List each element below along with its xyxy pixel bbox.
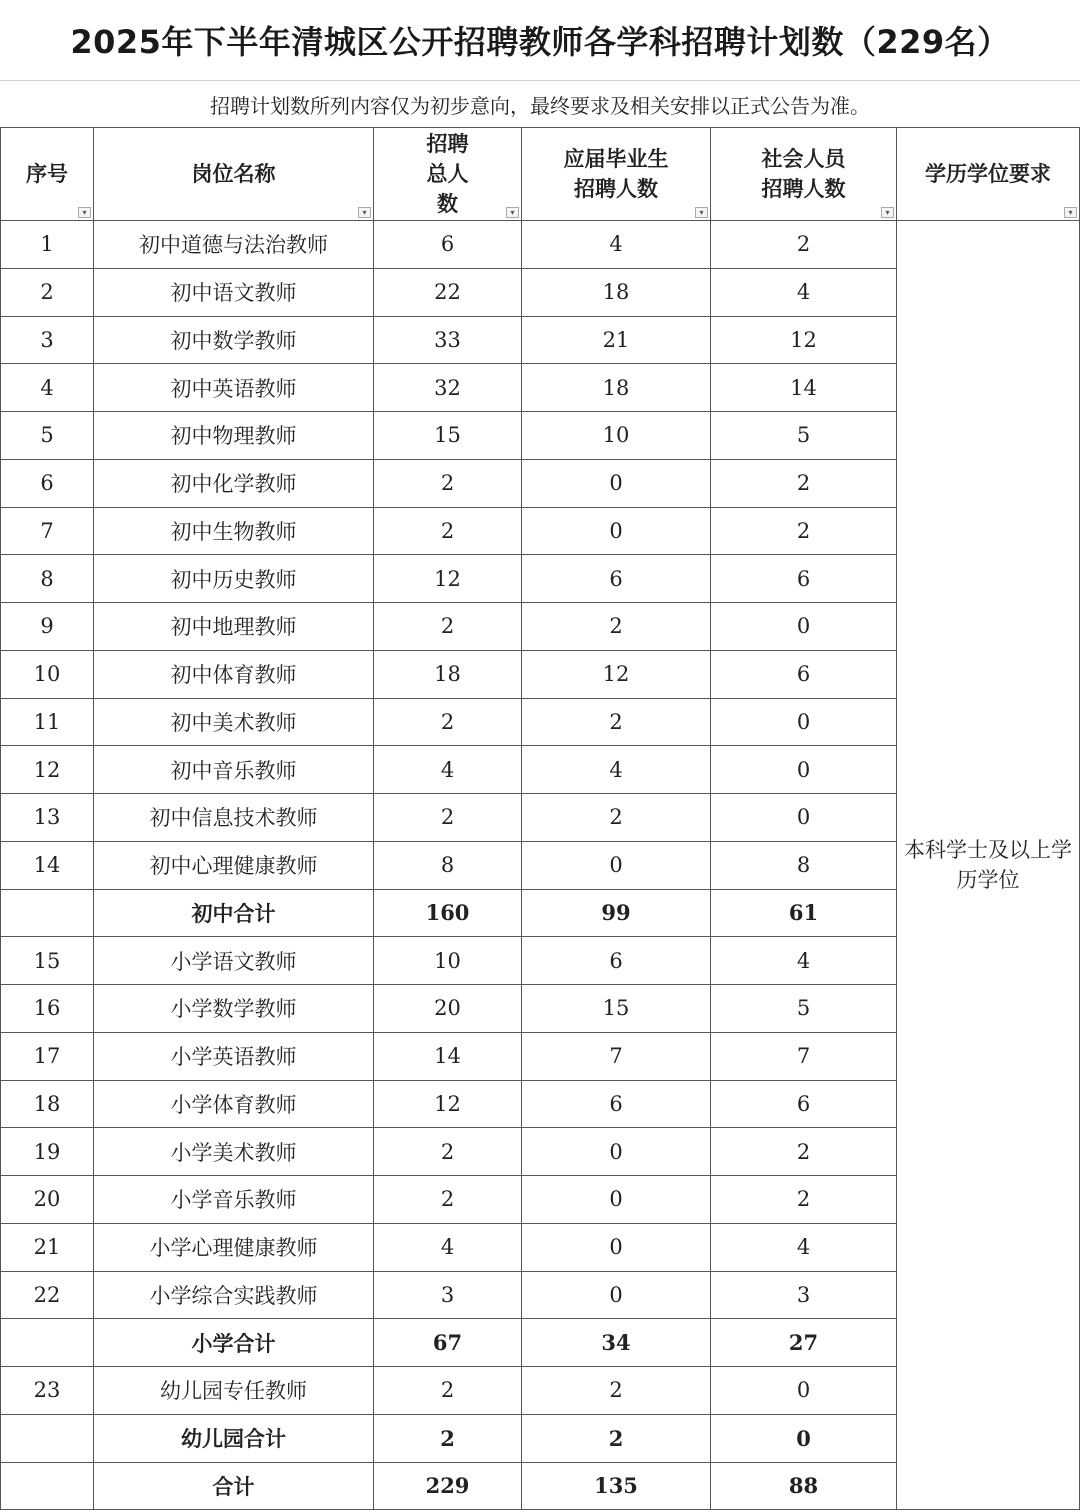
cell-no: 18 — [1, 1080, 94, 1128]
cell-no: 11 — [1, 698, 94, 746]
cell-total: 2 — [374, 1414, 522, 1462]
cell-graduates: 99 — [522, 889, 711, 937]
cell-no: 3 — [1, 316, 94, 364]
recruitment-table — [0, 127, 1080, 1510]
cell-no: 1 — [1, 221, 94, 269]
cell-graduates: 7 — [522, 1032, 711, 1080]
filter-dropdown-icon[interactable]: ▾ — [506, 207, 519, 218]
cell-social: 6 — [711, 1080, 897, 1128]
cell-graduates: 2 — [522, 603, 711, 651]
cell-no: 6 — [1, 459, 94, 507]
cell-social: 2 — [711, 1128, 897, 1176]
cell-total: 229 — [374, 1462, 522, 1510]
cell-no: 15 — [1, 937, 94, 985]
cell-graduates: 0 — [522, 1176, 711, 1224]
cell-no — [1, 1462, 94, 1510]
cell-position: 小学语文教师 — [94, 937, 374, 985]
cell-social: 4 — [711, 937, 897, 985]
cell-no: 4 — [1, 364, 94, 412]
cell-total: 12 — [374, 1080, 522, 1128]
cell-total: 160 — [374, 889, 522, 937]
cell-graduates: 0 — [522, 1128, 711, 1176]
cell-social: 14 — [711, 364, 897, 412]
cell-total: 2 — [374, 603, 522, 651]
cell-social: 88 — [711, 1462, 897, 1510]
cell-social: 4 — [711, 268, 897, 316]
table-row — [1, 221, 1080, 269]
header-position: 岗位名称 ▾ — [94, 128, 374, 221]
cell-social: 6 — [711, 555, 897, 603]
cell-total: 15 — [374, 412, 522, 460]
cell-position: 初中物理教师 — [94, 412, 374, 460]
cell-graduates: 0 — [522, 459, 711, 507]
header-no: 序号 ▾ — [1, 128, 94, 221]
cell-graduates: 4 — [522, 746, 711, 794]
cell-graduates: 6 — [522, 937, 711, 985]
cell-graduates: 18 — [522, 364, 711, 412]
cell-position: 小学音乐教师 — [94, 1176, 374, 1224]
cell-total: 22 — [374, 268, 522, 316]
cell-no: 23 — [1, 1367, 94, 1415]
cell-total: 8 — [374, 841, 522, 889]
cell-graduates: 18 — [522, 268, 711, 316]
cell-total: 14 — [374, 1032, 522, 1080]
cell-no — [1, 1414, 94, 1462]
cell-social: 12 — [711, 316, 897, 364]
cell-total: 4 — [374, 1223, 522, 1271]
cell-graduates: 15 — [522, 985, 711, 1033]
cell-graduates: 10 — [522, 412, 711, 460]
cell-graduates: 34 — [522, 1319, 711, 1367]
cell-graduates: 4 — [522, 221, 711, 269]
cell-no: 21 — [1, 1223, 94, 1271]
cell-position: 初中音乐教师 — [94, 746, 374, 794]
cell-total: 4 — [374, 746, 522, 794]
cell-position: 合计 — [94, 1462, 374, 1510]
cell-no: 19 — [1, 1128, 94, 1176]
cell-position: 小学综合实践教师 — [94, 1271, 374, 1319]
cell-total: 20 — [374, 985, 522, 1033]
cell-total: 2 — [374, 794, 522, 842]
cell-social: 27 — [711, 1319, 897, 1367]
cell-position: 幼儿园专任教师 — [94, 1367, 374, 1415]
cell-position: 初中体育教师 — [94, 650, 374, 698]
cell-social: 0 — [711, 1414, 897, 1462]
cell-total: 2 — [374, 459, 522, 507]
cell-graduates: 0 — [522, 507, 711, 555]
cell-no — [1, 1319, 94, 1367]
cell-graduates: 2 — [522, 698, 711, 746]
cell-social: 0 — [711, 1367, 897, 1415]
cell-social: 0 — [711, 794, 897, 842]
cell-no: 13 — [1, 794, 94, 842]
cell-graduates: 2 — [522, 794, 711, 842]
cell-position: 小学合计 — [94, 1319, 374, 1367]
cell-graduates: 12 — [522, 650, 711, 698]
header-social: 社会人员招聘人数 ▾ — [711, 128, 897, 221]
filter-dropdown-icon[interactable]: ▾ — [78, 207, 91, 218]
cell-no: 12 — [1, 746, 94, 794]
cell-position: 初中化学教师 — [94, 459, 374, 507]
header-total: 招聘总人数 ▾ — [374, 128, 522, 221]
cell-social: 61 — [711, 889, 897, 937]
header-graduates: 应届毕业生招聘人数 ▾ — [522, 128, 711, 221]
cell-social: 2 — [711, 459, 897, 507]
filter-dropdown-icon[interactable]: ▾ — [881, 207, 894, 218]
cell-graduates: 21 — [522, 316, 711, 364]
cell-social: 3 — [711, 1271, 897, 1319]
cell-graduates: 2 — [522, 1367, 711, 1415]
cell-no: 9 — [1, 603, 94, 651]
cell-graduates: 6 — [522, 555, 711, 603]
cell-no: 5 — [1, 412, 94, 460]
cell-total: 67 — [374, 1319, 522, 1367]
cell-total: 2 — [374, 1176, 522, 1224]
cell-total: 32 — [374, 364, 522, 412]
cell-position: 小学美术教师 — [94, 1128, 374, 1176]
filter-dropdown-icon[interactable]: ▾ — [1064, 207, 1077, 218]
cell-social: 4 — [711, 1223, 897, 1271]
cell-position: 初中地理教师 — [94, 603, 374, 651]
filter-dropdown-icon[interactable]: ▾ — [695, 207, 708, 218]
cell-social: 6 — [711, 650, 897, 698]
cell-position: 初中合计 — [94, 889, 374, 937]
filter-dropdown-icon[interactable]: ▾ — [358, 207, 371, 218]
cell-graduates: 135 — [522, 1462, 711, 1510]
cell-position: 初中道德与法治教师 — [94, 221, 374, 269]
cell-position: 初中语文教师 — [94, 268, 374, 316]
cell-social: 5 — [711, 985, 897, 1033]
cell-social: 0 — [711, 698, 897, 746]
cell-position: 初中英语教师 — [94, 364, 374, 412]
cell-social: 8 — [711, 841, 897, 889]
cell-no: 2 — [1, 268, 94, 316]
cell-graduates: 0 — [522, 1223, 711, 1271]
education-requirement-cell: 本科学士及以上学历学位 — [897, 221, 1080, 1510]
cell-no: 7 — [1, 507, 94, 555]
cell-graduates: 0 — [522, 1271, 711, 1319]
cell-graduates: 6 — [522, 1080, 711, 1128]
cell-no: 20 — [1, 1176, 94, 1224]
cell-social: 5 — [711, 412, 897, 460]
cell-position: 初中生物教师 — [94, 507, 374, 555]
cell-total: 2 — [374, 698, 522, 746]
cell-social: 7 — [711, 1032, 897, 1080]
cell-total: 12 — [374, 555, 522, 603]
cell-graduates: 2 — [522, 1414, 711, 1462]
notice-text: 招聘计划数所列内容仅为初步意向，最终要求及相关安排以正式公告为准。 — [0, 80, 1080, 128]
cell-total: 6 — [374, 221, 522, 269]
cell-graduates: 0 — [522, 841, 711, 889]
cell-position: 初中美术教师 — [94, 698, 374, 746]
cell-social: 2 — [711, 221, 897, 269]
cell-no — [1, 889, 94, 937]
page-title: 2025年下半年清城区公开招聘教师各学科招聘计划数（229名） — [70, 23, 1010, 61]
cell-position: 初中心理健康教师 — [94, 841, 374, 889]
cell-position: 小学体育教师 — [94, 1080, 374, 1128]
cell-no: 16 — [1, 985, 94, 1033]
cell-position: 幼儿园合计 — [94, 1414, 374, 1462]
cell-total: 2 — [374, 1367, 522, 1415]
cell-social: 0 — [711, 603, 897, 651]
cell-position: 初中历史教师 — [94, 555, 374, 603]
cell-social: 2 — [711, 507, 897, 555]
cell-no: 8 — [1, 555, 94, 603]
cell-total: 3 — [374, 1271, 522, 1319]
cell-total: 33 — [374, 316, 522, 364]
cell-total: 2 — [374, 507, 522, 555]
cell-total: 2 — [374, 1128, 522, 1176]
cell-no: 14 — [1, 841, 94, 889]
cell-position: 初中信息技术教师 — [94, 794, 374, 842]
cell-no: 22 — [1, 1271, 94, 1319]
cell-position: 小学心理健康教师 — [94, 1223, 374, 1271]
cell-social: 0 — [711, 746, 897, 794]
cell-social: 2 — [711, 1176, 897, 1224]
cell-total: 10 — [374, 937, 522, 985]
cell-position: 小学英语教师 — [94, 1032, 374, 1080]
cell-total: 18 — [374, 650, 522, 698]
cell-no: 10 — [1, 650, 94, 698]
header-education: 学历学位要求 ▾ — [897, 128, 1080, 221]
cell-no: 17 — [1, 1032, 94, 1080]
cell-position: 初中数学教师 — [94, 316, 374, 364]
cell-position: 小学数学教师 — [94, 985, 374, 1033]
